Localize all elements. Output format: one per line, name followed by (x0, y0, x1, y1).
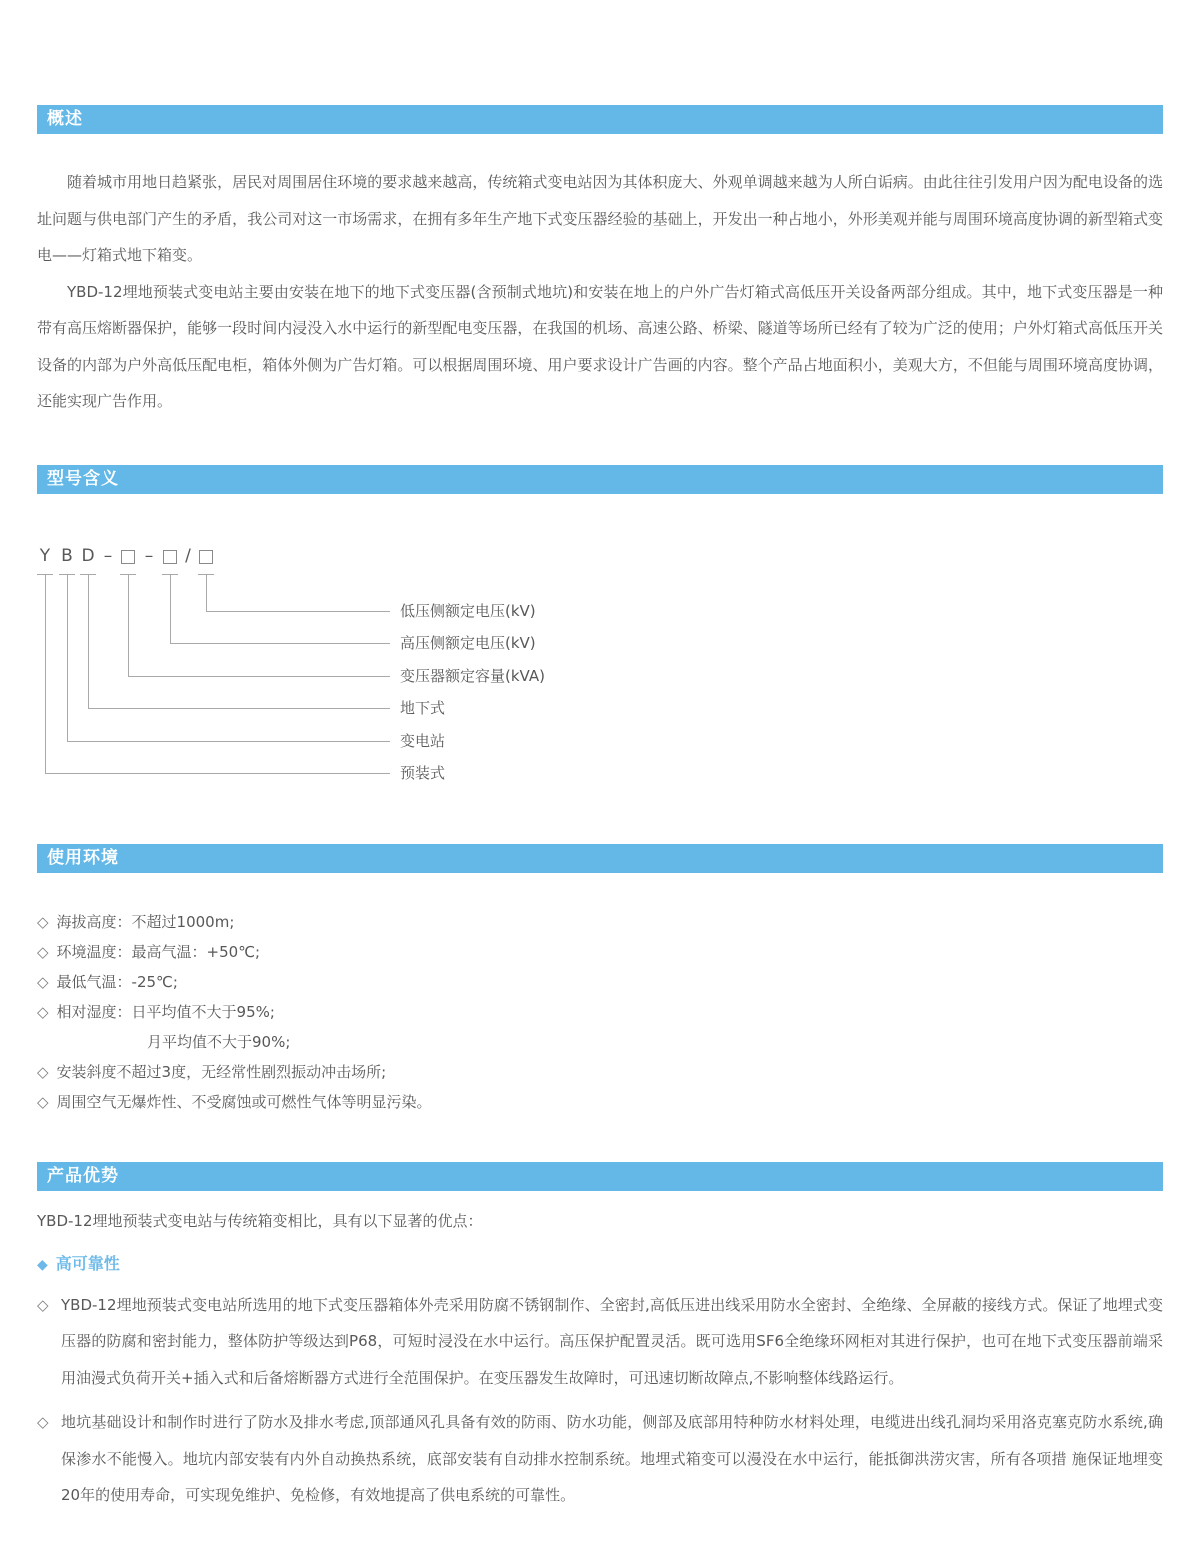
advantages-subheading (37, 1250, 1163, 1279)
environment-item-text: 周围空气无爆炸性、不受腐蚀或可燃性气体等明显污染。 (56, 1092, 432, 1111)
diamond-bullet-icon: ◇ (37, 1002, 49, 1021)
environment-item-text: 安装斜度不超过3度，无经常性剧烈振动冲击场所; (56, 1062, 387, 1081)
diagram-line (170, 574, 171, 643)
diagram-line (88, 574, 89, 708)
diamond-bullet-icon: ◇ (37, 912, 49, 931)
environment-list (37, 907, 1163, 1117)
diamond-bullet-icon: ◇ (37, 942, 49, 961)
model-code-char-Y: Y (39, 545, 51, 566)
overview-body (37, 164, 1163, 420)
environment-item-text: 最低气温：-25℃; (56, 972, 178, 991)
advantage-item (37, 1287, 1163, 1397)
model-label-prefab: 预装式 (400, 763, 446, 782)
advantage-item (37, 1404, 1163, 1514)
model-code-dash-1: – (103, 545, 113, 566)
section-header-advantages (37, 1162, 1163, 1191)
filled-diamond-bullet-icon: ◆ (37, 1256, 48, 1273)
environment-item-text: 相对湿度：日平均值不大于95%; (56, 1002, 275, 1021)
environment-item-text: 月平均值不大于90%; (147, 1032, 291, 1051)
diagram-line (88, 708, 390, 709)
model-placeholder-box-1 (121, 550, 135, 564)
model-label-lv-voltage: 低压侧额定电压(kV) (400, 601, 536, 620)
model-designation-diagram (37, 546, 1163, 796)
diagram-line (206, 574, 207, 611)
diamond-bullet-icon: ◇ (37, 972, 49, 991)
environment-item (37, 937, 1163, 967)
diagram-line (45, 773, 390, 774)
environment-item (37, 1057, 1163, 1087)
diagram-line (45, 574, 46, 773)
diamond-bullet-icon: ◇ (37, 1413, 49, 1431)
section-title-overview: 概述 (47, 109, 83, 129)
diagram-line (206, 611, 390, 612)
advantage-item-text: YBD-12埋地预装式变电站所选用的地下式变压器箱体外壳采用防腐不锈钢制作、全密封,高低压进出线采用防水全密封、全绝缘、全屏蔽的接线方式。保证了地埋式变压器的防腐和密封能力，整体防护等级达到P68，可短时浸没在水中运行。高压保护配置灵活。既可选用SF6全绝缘环网柜对其进行保护，也可在地下式变压器前端采用油漫式负荷开关+插入式和后备熔断器方式进行全范围保护。在变压器发生故障时，可迅速切断故障点,不影响整体线路运行。 (61, 1295, 1163, 1387)
model-placeholder-box-2 (163, 550, 177, 564)
section-title-model: 型号含义 (47, 468, 119, 489)
section-title-advantages: 产品优势 (47, 1165, 119, 1186)
diamond-bullet-icon: ◇ (37, 1092, 49, 1111)
diamond-bullet-icon: ◇ (37, 1062, 49, 1081)
overview-paragraph-1: 随着城市用地日趋紧张，居民对周围居住环境的要求越来越高，传统箱式变电站因为其体积庞大、外观单调越来越为人所白诟病。由此往往引发用户因为配电设备的选址问题与供电部门产生的矛盾，我公司对这一市场需求，在拥有多年生产地下式变压器经验的基础上，开发出一种占地小，外形美观并能与周围环境高度协调的新型箱式变电——灯箱式地下箱变。 (37, 173, 1163, 264)
overview-paragraph-2: YBD-12埋地预装式变电站主要由安装在地下的地下式变压器(含预制式地坑)和安装在地上的户外广告灯箱式高低压开关设备两部分组成。其中，地下式变压器是一种带有高压熔断器保护，能够一段时间内浸没入水中运行的新型配电变压器，在我国的机场、高速公路、桥梁、隧道等场所已经有了较为广泛的使用；户外灯箱式高低压开关设备的内部为户外高低压配电柜，箱体外侧为广告灯箱。可以根据周围环境、用户要求设计广告画的内容。整个产品占地面积小，美观大方，不但能与周围环境高度协调，还能实现广告作用。 (37, 282, 1163, 410)
diagram-line (170, 643, 390, 644)
section-header-environment (37, 844, 1163, 873)
environment-item (37, 997, 1163, 1027)
advantages-subheading-text: 高可靠性 (55, 1253, 120, 1273)
model-code-char-D: D (81, 545, 95, 566)
environment-item-continuation (37, 1027, 1163, 1057)
model-label-substation: 变电站 (400, 731, 446, 750)
model-code-slash: / (185, 545, 191, 566)
environment-item (37, 907, 1163, 937)
environment-item (37, 1087, 1163, 1117)
model-code-char-B: B (61, 545, 73, 566)
model-label-hv-voltage: 高压侧额定电压(kV) (400, 633, 536, 652)
advantage-item-text: 地坑基础设计和制作时进行了防水及排水考虑,顶部通风孔具备有效的防雨、防水功能，侧部及底部用特种防水材料处理，电缆进出线孔洞均采用洛克塞克防水系统,确保渗水不能慢入。地坑内部安装有内外自动换热系统，底部安装有自动排水控制系统。地埋式箱变可以漫没在水中运行，能抵御洪涝灾害，所有各项措 施保证地埋变20年的使用寿命，可实现免维护、免检修，有效地提高了供电系统的可靠性。 (61, 1413, 1163, 1504)
diagram-line (67, 574, 68, 741)
model-code-dash-2: – (144, 545, 154, 566)
model-label-underground: 地下式 (400, 698, 446, 717)
environment-item-text: 环境温度：最高气温：+50℃; (56, 942, 261, 961)
environment-item (37, 967, 1163, 997)
diagram-line (67, 741, 390, 742)
section-header-overview (37, 105, 1163, 134)
diagram-line (128, 676, 390, 677)
section-title-environment: 使用环境 (47, 847, 119, 868)
diamond-bullet-icon: ◇ (37, 1295, 49, 1314)
model-label-capacity: 变压器额定容量(kVA) (400, 666, 545, 685)
model-placeholder-box-3 (199, 550, 213, 564)
environment-item-text: 海拔高度：不超过1000m; (56, 912, 235, 931)
section-header-model (37, 465, 1163, 494)
diagram-line (128, 574, 129, 676)
advantages-intro: YBD-12埋地预装式变电站与传统箱变相比，具有以下显著的优点： (37, 1211, 483, 1230)
